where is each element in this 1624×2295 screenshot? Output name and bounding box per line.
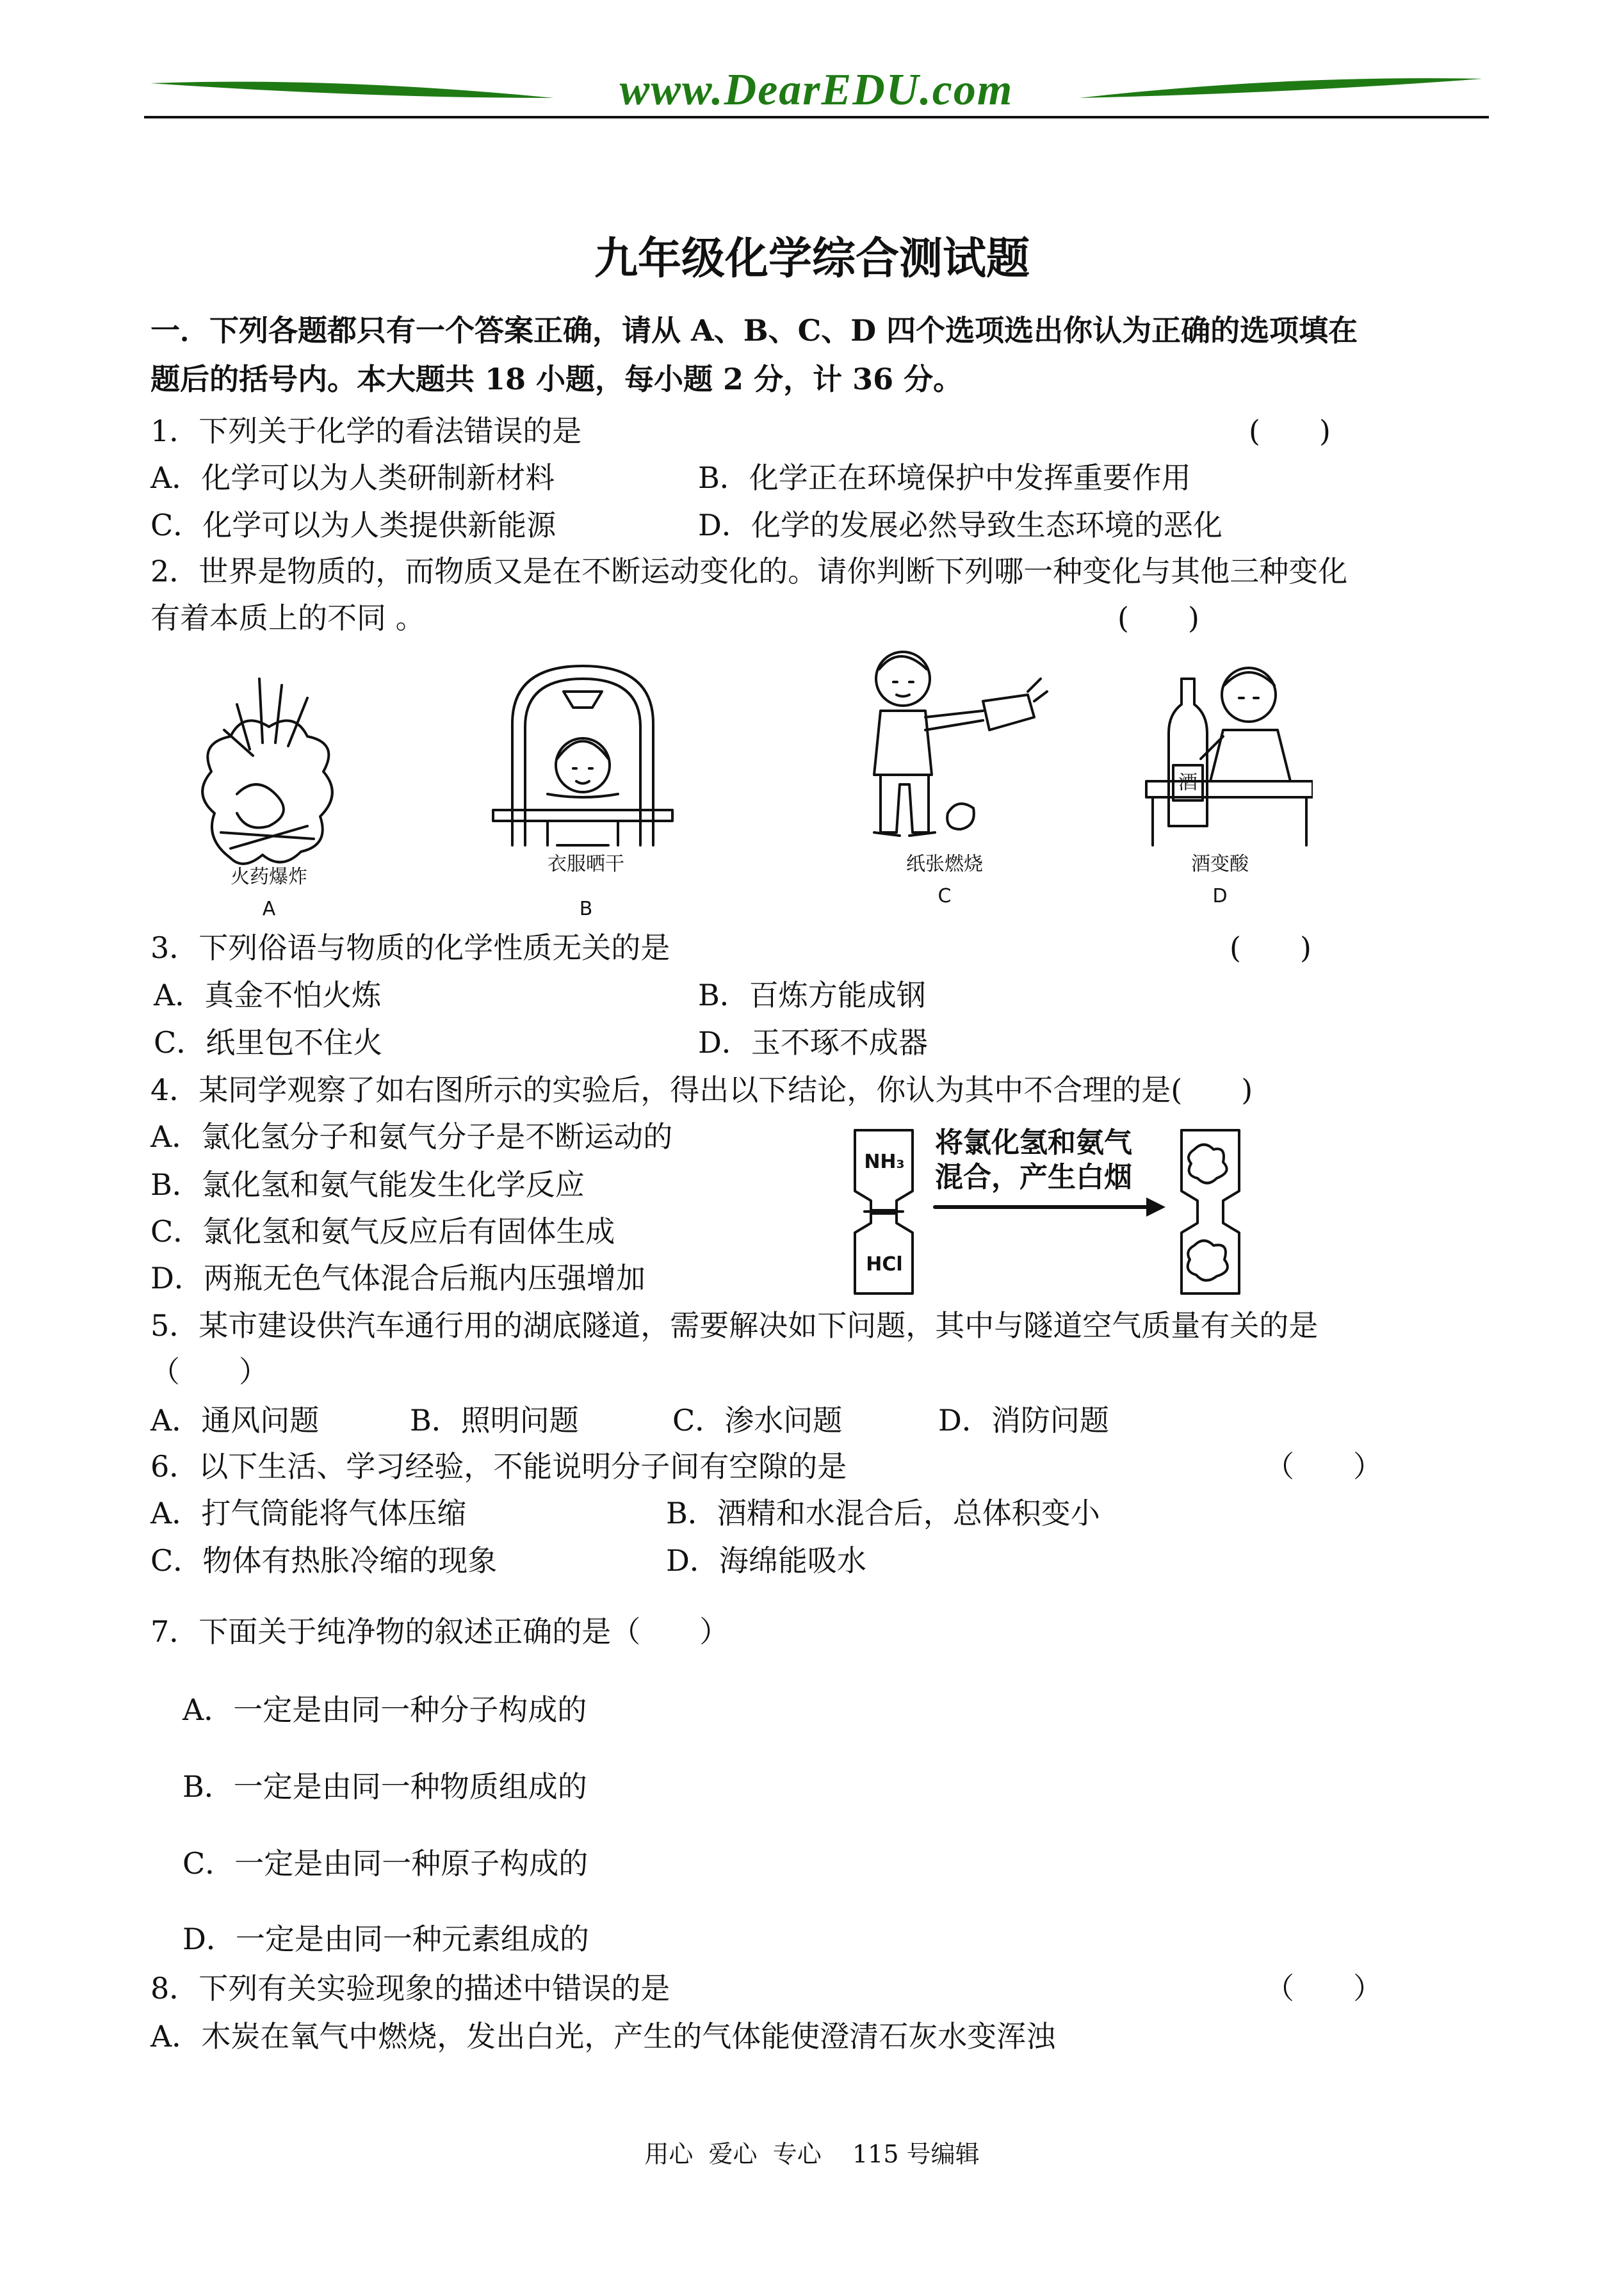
option-b: B．化学正在环境保护中发挥重要作用 (698, 460, 1191, 495)
answer-bracket: （ ） (1265, 1971, 1383, 2006)
question-stem: 1．下列关于化学的看法错误的是 (150, 414, 582, 448)
option-a: A．氯化氢分子和氨气分子是不断运动的 (150, 1119, 673, 1154)
figure-caption: 酒变酸 (1191, 853, 1249, 875)
figure-a (186, 666, 352, 929)
drying-clothes-icon (487, 653, 679, 864)
option-a: A．真金不怕火炼 (154, 978, 382, 1012)
figure-b (487, 653, 679, 929)
option-d: D．消防问题 (938, 1403, 1109, 1438)
option-c: C．化学可以为人类提供新能源 (150, 508, 556, 542)
question-stem: 7．下面关于纯净物的叙述正确的是（ ） (150, 1614, 729, 1649)
answer-bracket: （ ） (150, 1354, 268, 1389)
figure-letter: B (579, 898, 593, 920)
section-instruction-line1: 一．下列各题都只有一个答案正确，请从 A、B、C、D 四个选项选出你认为正确的选项填在 (150, 313, 1358, 348)
site-logo-text: www.DearEDU.com (619, 65, 1014, 115)
option-c: C．物体有热胀冷缩的现象 (150, 1543, 498, 1578)
option-b: B．一定是由同一种物质组成的 (183, 1769, 587, 1804)
figure-caption: 火药爆炸 (231, 866, 307, 888)
figure-d (1127, 653, 1313, 929)
option-a: A．木炭在氧气中燃烧，发出白光，产生的气体能使澄清石灰水变浑浊 (150, 2019, 1056, 2054)
answer-bracket: （ ） (1265, 1449, 1383, 1484)
page-footer: 用心 爱心 专心 115 号编辑 (644, 2140, 980, 2168)
experiment-figure (845, 1117, 1255, 1297)
option-c: C．氯化氢和氨气反应后有固体生成 (150, 1214, 615, 1249)
header-banner (144, 61, 1489, 125)
figure-c (836, 640, 1053, 929)
bottle-label: 酒 (1178, 772, 1198, 794)
wine-bottle-icon (1127, 653, 1313, 858)
option-a: A．一定是由同一种分子构成的 (183, 1692, 587, 1727)
explosion-icon (186, 666, 352, 877)
experiment-caption-line1: 将氯化氢和氨气 (935, 1126, 1132, 1159)
hcl-label: HCl (866, 1253, 903, 1276)
experiment-caption-line2: 混合，产生白烟 (935, 1161, 1132, 1194)
figure-letter: D (1212, 885, 1228, 907)
option-a: A．化学可以为人类研制新材料 (150, 460, 555, 495)
option-a: A．通风问题 (150, 1403, 320, 1438)
option-d: D．化学的发展必然导致生态环境的恶化 (698, 508, 1222, 542)
option-b: B．百炼方能成钢 (698, 978, 926, 1012)
option-d: D．一定是由同一种元素组成的 (183, 1922, 589, 1956)
question-stem: 3．下列俗语与物质的化学性质无关的是 (150, 930, 670, 965)
option-d: D．两瓶无色气体混合后瓶内压强增加 (150, 1261, 646, 1295)
question-stem: 4．某同学观察了如右图所示的实验后，得出以下结论，你认为其中不合理的是( ) (150, 1073, 1253, 1107)
burning-paper-icon (836, 640, 1053, 852)
option-c: C．一定是由同一种原子构成的 (183, 1846, 589, 1881)
option-b: B．酒精和水混合后，总体积变小 (666, 1496, 1100, 1530)
answer-bracket: ( ) (1230, 930, 1311, 965)
figure-letter: A (262, 898, 276, 920)
nh3-label: NH₃ (864, 1151, 905, 1173)
answer-bracket: ( ) (1117, 601, 1199, 635)
option-a: A．打气筒能将气体压缩 (150, 1496, 467, 1530)
question-stem-line2: 有着本质上的不同 。 (150, 601, 425, 635)
option-b: B．氯化氢和氨气能发生化学反应 (150, 1167, 585, 1202)
option-d: D．海绵能吸水 (666, 1543, 866, 1578)
question-stem: 8．下列有关实验现象的描述中错误的是 (150, 1971, 670, 2006)
option-c: C．渗水问题 (672, 1403, 843, 1438)
option-c: C．纸里包不住火 (154, 1025, 383, 1060)
question-stem-line1: 2．世界是物质的，而物质又是在不断运动变化的。请你判断下列哪一种变化与其他三种变化 (150, 554, 1348, 588)
figure-caption: 纸张燃烧 (906, 853, 983, 875)
answer-bracket: ( ) (1249, 414, 1331, 448)
option-b: B．照明问题 (410, 1403, 579, 1438)
section-instruction-line2: 题后的括号内。本大题共 18 小题，每小题 2 分，计 36 分。 (150, 362, 963, 396)
question-stem: 5．某市建设供汽车通行用的湖底隧道，需要解决如下问题，其中与隧道空气质量有关的是 (150, 1308, 1319, 1343)
figure-caption: 衣服晒干 (548, 853, 624, 875)
figure-letter: C (938, 885, 952, 907)
page-title: 九年级化学综合测试题 (594, 233, 1030, 284)
question-stem: 6．以下生活、学习经验，不能说明分子间有空隙的是 (150, 1449, 847, 1484)
option-d: D．玉不琢不成器 (698, 1025, 928, 1060)
